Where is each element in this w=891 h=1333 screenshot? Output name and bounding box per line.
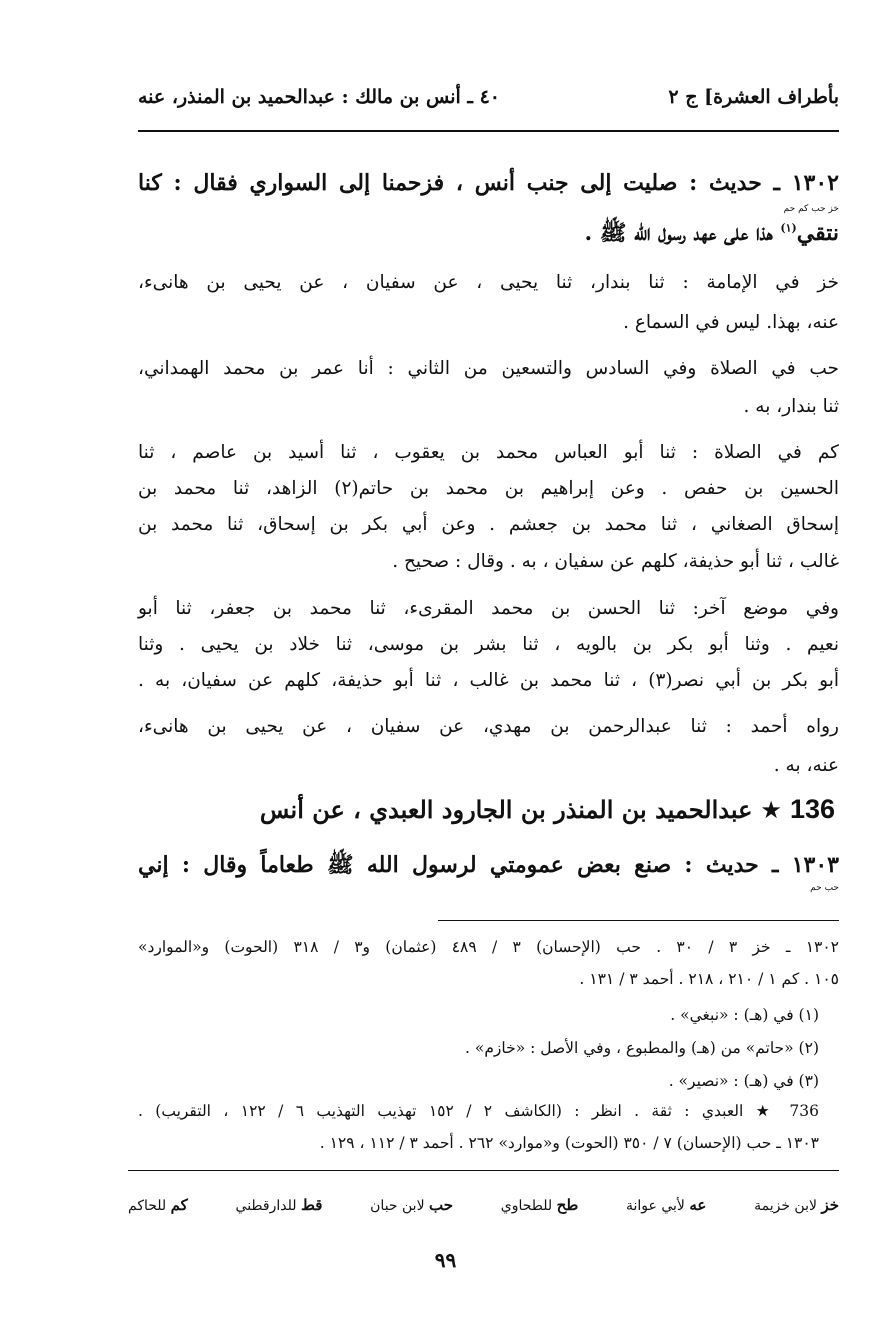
footnote-line: ١٣٠٣ ـ حب (الإحسان) ٧ / ٣٥٠ (الحوت) و«موارد» ٢٦٢ . أحمد ٣ / ١١٢ ، ١٢٩ .	[319, 1134, 819, 1152]
footnote-line: (٣) في (هـ) : «نصير» .	[668, 1072, 819, 1090]
text-line: الحسين بن حفص . وعن إبراهيم بن محمد بن حاتم(٢) الزاهد، ثنا محمد بن	[138, 478, 839, 499]
chapter-title: ٤٠ ـ أنس بن مالك : عبدالحميد بن المنذر، عنه	[138, 86, 500, 108]
section-heading	[260, 794, 839, 825]
hadith-1302-sigla: خز حب كم حم	[783, 204, 839, 214]
footnote-line: (٢) «حاتم» من (هـ) والمطبوع ، وفي الأصل : «خازم» .	[464, 1039, 819, 1057]
page-number: ٩٩	[434, 1248, 457, 1272]
running-header	[138, 86, 839, 116]
legend-item: عه لأبي عوانة	[626, 1196, 707, 1214]
text-line: نعيم . وثنا أبو بكر بن بالويه ، ثنا بشر بن موسى، ثنا خلاد بن يحيى . وثنا	[138, 634, 839, 655]
legend-item: حب لابن حبان	[370, 1196, 454, 1214]
header-rule	[138, 130, 839, 132]
footnote-line: ١٠٥ . كم ١ / ٢١٠ ، ٢١٨ . أحمد ٣ / ١٣١ .	[579, 970, 839, 988]
text-line: عنه، به .	[773, 755, 839, 776]
legend-rule	[128, 1170, 839, 1171]
hadith-1303-heading: ١٣٠٣ ـ حديث : صنع بعض عمومتي لرسول الله ﷺ طعاماً وقال : إني	[138, 852, 839, 878]
text-line: أبو بكر بن أبي نصر(٣) ، ثنا محمد بن غالب ، ثنا أبو حذيفة، كلهم عن سفيان، به .	[138, 670, 840, 691]
abbreviation-legend	[128, 1196, 839, 1214]
legend-item: خز لابن خزيمة	[754, 1196, 839, 1214]
text-line: حب في الصلاة وفي السادس والتسعين من الثاني : أنا عمر بن محمد الهمداني،	[138, 358, 839, 379]
book-title: بأطراف العشرة] ج ٢	[668, 86, 839, 108]
legend-item: قط للدارقطني	[235, 1196, 323, 1214]
text-line: إسحاق الصغاني ، ثنا محمد بن جعشم . وعن أبي بكر بن إسحاق، ثنا محمد بن	[138, 514, 839, 535]
star-icon: ★	[760, 796, 782, 824]
section-title: عبدالحميد بن المنذر بن الجارود العبدي ، عن أنس	[259, 795, 753, 824]
footnote-ref-1: (١)	[780, 221, 797, 235]
legend-item: كم للحاكم	[128, 1196, 188, 1214]
text-line: خز في الإمامة : ثنا بندار، ثنا يحيى ، عن سفيان ، عن يحيى بن هانىء،	[138, 272, 839, 293]
hadith-1303-sigla: حب حم	[810, 883, 839, 893]
text-line: وفي موضع آخر: ثنا الحسن بن محمد المقرىء، ثنا محمد بن جعفر، ثنا أبو	[138, 598, 839, 619]
text-line: غالب ، ثنا أبو حذيفة، كلهم عن سفيان ، به . وقال : صحيح .	[392, 551, 839, 572]
text-line: عنه، بهذا. ليس في السماع .	[623, 312, 839, 333]
text-line: رواه أحمد : ثنا عبدالرحمن بن مهدي، عن سفيان ، عن يحيى بن هانىء،	[138, 716, 839, 737]
hadith-1302-text: نتقي$^{(١)}$ هذا على عهد رسول الله ﷺ .	[584, 220, 839, 246]
text-line: ثنا بندار، به .	[743, 396, 839, 417]
footnote-line: (١) في (هـ) : «نبغي» .	[670, 1006, 819, 1024]
section-number: 136	[789, 794, 835, 824]
footnote-line: 736 ★ العبدي : ثقة . انظر : (الكاشف ٢ / ١٥٢ تهذيب التهذيب ٦ / ١٢٢ ، التقريب) .	[138, 1102, 820, 1120]
text-line: كم في الصلاة : ثنا أبو العباس محمد بن يعقوب ، ثنا أسيد بن عاصم ، ثنا	[138, 442, 839, 463]
footnote-line: ١٣٠٢ ـ خز ٣ / ٣٠ . حب (الإحسان) ٣ / ٤٨٩ (عثمان) و٣ / ٣١٨ (الحوت) و«الموارد»	[138, 938, 840, 956]
hadith-1302-heading: ١٣٠٢ ـ حديث : صليت إلى جنب أنس ، فزحمنا إلى السواري فقال : كنا	[138, 170, 839, 196]
footnote-rule	[438, 920, 839, 921]
legend-item: طح للطحاوي	[500, 1196, 579, 1214]
